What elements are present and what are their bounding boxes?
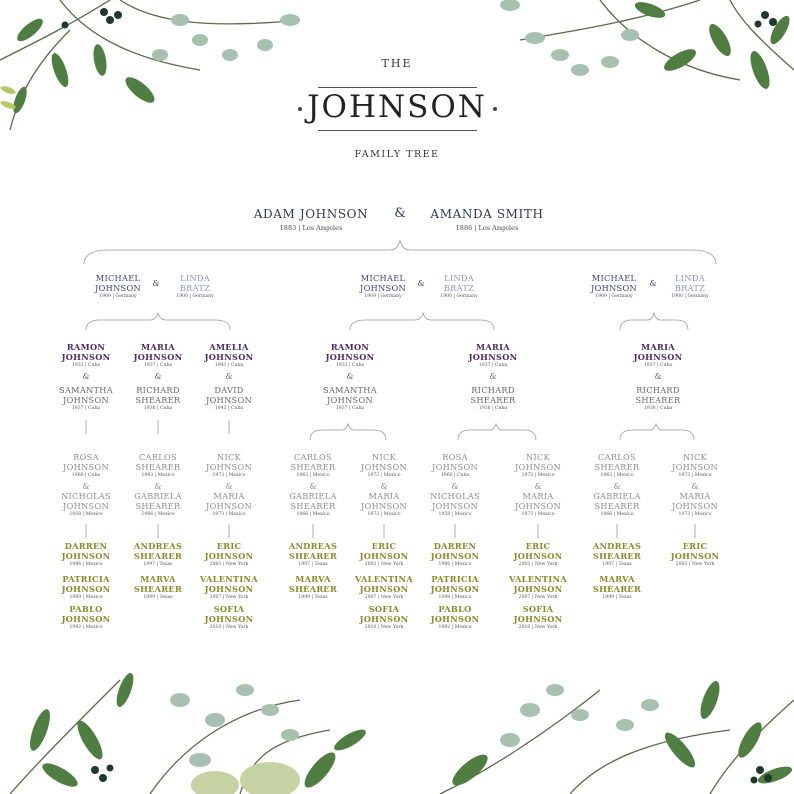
- person-birth-info: 1997 | Texas: [143, 562, 173, 567]
- title-prefix: THE: [381, 57, 413, 70]
- person-birth-info: 1909 | Germany: [595, 294, 633, 299]
- subtitle: FAMILY TREE: [354, 149, 440, 160]
- root-brace: [84, 240, 716, 264]
- person-name: MARIA JOHNSON: [515, 491, 561, 511]
- couple-ampersand: &: [534, 482, 542, 491]
- person-birth-info: 2007 | New York: [209, 595, 249, 600]
- person-birth-info: 1943 | Cuba: [214, 406, 244, 411]
- person-birth-info: 1933 | Cuba: [335, 363, 365, 368]
- person-birth-info: 1986 | Mexico: [69, 562, 103, 567]
- person-name: MICHAEL JOHNSON: [360, 273, 406, 293]
- person-birth-info: 1936 | Cuba: [143, 406, 173, 411]
- person-name: SAMANTHA JOHNSON: [323, 385, 377, 405]
- person-name: SOFIA JOHNSON: [513, 604, 563, 624]
- person-birth-info: 2003 | New York: [364, 562, 404, 567]
- person-birth-info: 1960 | Cuba: [71, 473, 101, 478]
- person-name: ERIC JOHNSON: [513, 541, 563, 561]
- person-birth-info: 1937 | Cuba: [71, 406, 101, 411]
- person-birth-info: 1936 | Cuba: [643, 406, 673, 411]
- person-name: LINDA BRATZ: [179, 273, 211, 293]
- person-birth-info: 1936 | Cuba: [478, 406, 508, 411]
- person-name: RICHARD SHEARER: [135, 385, 181, 405]
- person-name: MARIA JOHNSON: [361, 491, 407, 511]
- person-birth-info: 1900 | Germany: [671, 294, 709, 299]
- couple-ampersand: &: [154, 372, 162, 381]
- person-name: GABRIELA SHEARER: [289, 491, 337, 511]
- person-birth-info: 1937 | Cuba: [643, 363, 673, 368]
- person-name: VALENTINA JOHNSON: [354, 574, 413, 594]
- person-name: MARIA JOHNSON: [672, 491, 718, 511]
- root-left-info: 1883 | Los Angeles: [279, 224, 343, 232]
- person-name: NICHOLAS JOHNSON: [61, 491, 111, 511]
- couple-ampersand: &: [649, 279, 657, 288]
- person-birth-info: 2010 | New York: [518, 625, 558, 630]
- person-birth-info: 1973 | Mexico: [521, 512, 555, 517]
- family-name: JOHNSON: [307, 89, 487, 125]
- person-birth-info: 1973 | Mexico: [678, 473, 712, 478]
- person-birth-info: 1960 | Cuba: [440, 473, 470, 478]
- couple-ampersand: &: [225, 482, 233, 491]
- couple-ampersand: &: [225, 372, 233, 381]
- person-name: DAVID JOHNSON: [206, 385, 252, 405]
- person-birth-info: 1958 | Mexico: [69, 512, 103, 517]
- person-birth-info: 1973 | Mexico: [367, 512, 401, 517]
- person-birth-info: 2003 | New York: [518, 562, 558, 567]
- couple-ampersand: &: [309, 482, 317, 491]
- root-right-info: 1886 | Los Angeles: [455, 224, 519, 232]
- person-name: MARVA SHEARER: [288, 574, 338, 594]
- person-name: NICHOLAS JOHNSON: [430, 491, 480, 511]
- person-birth-info: 1986 | Mexico: [438, 562, 472, 567]
- person-birth-info: 1973 | Mexico: [678, 512, 712, 517]
- couple-ampersand: &: [417, 279, 425, 288]
- person-birth-info: 1966 | Mexico: [296, 512, 330, 517]
- root-left-name: ADAM JOHNSON: [253, 207, 369, 221]
- person-name: MARVA SHEARER: [592, 574, 642, 594]
- couple-ampersand: &: [380, 482, 388, 491]
- couple-ampersand: &: [451, 482, 459, 491]
- person-name: SOFIA JOHNSON: [359, 604, 409, 624]
- person-name: NICK JOHNSON: [515, 452, 561, 472]
- person-birth-info: 2007 | New York: [364, 595, 404, 600]
- person-birth-info: 1989 | Mexico: [438, 595, 472, 600]
- person-birth-info: 1992 | Mexico: [69, 625, 103, 630]
- person-birth-info: 2003 | New York: [675, 562, 715, 567]
- person-name: RICHARD SHEARER: [470, 385, 516, 405]
- person-birth-info: 1966 | Mexico: [141, 512, 175, 517]
- person-birth-info: 1958 | Mexico: [438, 512, 472, 517]
- person-birth-info: 1933 | Cuba: [71, 363, 101, 368]
- couple-ampersand: &: [152, 279, 160, 288]
- person-birth-info: 1937 | Cuba: [143, 363, 173, 368]
- person-name: ANDREAS SHEARER: [288, 541, 338, 561]
- person-name: AMELIA JOHNSON: [204, 342, 254, 362]
- person-birth-info: 2010 | New York: [364, 625, 404, 630]
- person-name: SOFIA JOHNSON: [204, 604, 254, 624]
- person-birth-info: 1999 | Texas: [143, 595, 173, 600]
- person-birth-info: 1937 | Cuba: [478, 363, 508, 368]
- couple-ampersand: &: [82, 482, 90, 491]
- root-ampersand: &: [394, 206, 406, 221]
- person-birth-info: 1900 | Germany: [440, 294, 478, 299]
- person-name: MICHAEL JOHNSON: [591, 273, 637, 293]
- person-name: NICK JOHNSON: [361, 452, 407, 472]
- couple-ampersand: &: [82, 372, 90, 381]
- brace-g3-2: [458, 424, 536, 440]
- person-birth-info: 1973 | Mexico: [367, 473, 401, 478]
- person-name: RAMON JOHNSON: [325, 342, 375, 362]
- person-birth-info: 1963 | Mexico: [296, 473, 330, 478]
- person-name: MARIA JOHNSON: [633, 342, 683, 362]
- person-name: ANDREAS SHEARER: [133, 541, 183, 561]
- person-name: ANDREAS SHEARER: [592, 541, 642, 561]
- person-name: MARIA JOHNSON: [468, 342, 518, 362]
- person-birth-info: 1941 | Cuba: [214, 363, 244, 368]
- person-name: CARLOS SHEARER: [290, 452, 336, 472]
- person-birth-info: 2007 | New York: [518, 595, 558, 600]
- person-name: VALENTINA JOHNSON: [508, 574, 567, 594]
- brace-left: [86, 313, 230, 330]
- person-birth-info: 1999 | Texas: [298, 595, 328, 600]
- person-birth-info: 1997 | Texas: [298, 562, 328, 567]
- person-birth-info: 1973 | Mexico: [212, 512, 246, 517]
- couple-ampersand: &: [154, 482, 162, 491]
- person-name: ERIC JOHNSON: [204, 541, 254, 561]
- couple-ampersand: &: [691, 482, 699, 491]
- person-name: CARLOS SHEARER: [135, 452, 181, 472]
- person-name: ROSA JOHNSON: [63, 452, 109, 472]
- couple-ampersand: &: [654, 372, 662, 381]
- person-birth-info: 1997 | Texas: [602, 562, 632, 567]
- person-name: CARLOS SHEARER: [594, 452, 640, 472]
- person-name: ROSA JOHNSON: [432, 452, 478, 472]
- person-birth-info: 1963 | Mexico: [141, 473, 175, 478]
- person-birth-info: 2010 | New York: [209, 625, 249, 630]
- brace-right: [620, 313, 688, 330]
- person-name: RAMON JOHNSON: [61, 342, 111, 362]
- person-birth-info: 1999 | Texas: [602, 595, 632, 600]
- person-birth-info: 1909 | Germany: [364, 294, 402, 299]
- couple-ampersand: &: [489, 372, 497, 381]
- person-birth-info: 1900 | Germany: [176, 294, 214, 299]
- person-name: RICHARD SHEARER: [635, 385, 681, 405]
- person-birth-info: 1973 | Mexico: [212, 473, 246, 478]
- person-name: PATRICIA JOHNSON: [430, 574, 480, 594]
- person-name: NICK JOHNSON: [672, 452, 718, 472]
- person-birth-info: 1937 | Cuba: [335, 406, 365, 411]
- brace-g3-3: [620, 424, 694, 440]
- person-name: LINDA BRATZ: [443, 273, 475, 293]
- person-birth-info: 1992 | Mexico: [438, 625, 472, 630]
- person-name: MICHAEL JOHNSON: [95, 273, 141, 293]
- person-birth-info: 1966 | Mexico: [600, 512, 634, 517]
- person-name: VALENTINA JOHNSON: [199, 574, 258, 594]
- person-name: DARREN JOHNSON: [61, 541, 111, 561]
- couple-ampersand: &: [346, 372, 354, 381]
- person-name: ERIC JOHNSON: [670, 541, 720, 561]
- brace-middle: [350, 313, 494, 330]
- couple-ampersand: &: [613, 482, 621, 491]
- person-name: NICK JOHNSON: [206, 452, 252, 472]
- person-name: PATRICIA JOHNSON: [61, 574, 111, 594]
- brace-g3-1: [310, 424, 386, 440]
- person-name: MARVA SHEARER: [133, 574, 183, 594]
- person-name: MARIA JOHNSON: [133, 342, 183, 362]
- person-name: PABLO JOHNSON: [61, 604, 111, 624]
- person-birth-info: 1989 | Mexico: [69, 595, 103, 600]
- person-name: SAMANTHA JOHNSON: [59, 385, 113, 405]
- person-name: ERIC JOHNSON: [359, 541, 409, 561]
- person-name: LINDA BRATZ: [674, 273, 706, 293]
- person-birth-info: 2003 | New York: [209, 562, 249, 567]
- person-birth-info: 1973 | Mexico: [521, 473, 555, 478]
- person-name: DARREN JOHNSON: [430, 541, 480, 561]
- person-name: GABRIELA SHEARER: [593, 491, 641, 511]
- person-name: PABLO JOHNSON: [430, 604, 480, 624]
- person-birth-info: 1963 | Mexico: [600, 473, 634, 478]
- root-right-name: AMANDA SMITH: [430, 207, 544, 221]
- person-name: MARIA JOHNSON: [206, 491, 252, 511]
- person-birth-info: 1909 | Germany: [99, 294, 137, 299]
- person-name: GABRIELA SHEARER: [134, 491, 182, 511]
